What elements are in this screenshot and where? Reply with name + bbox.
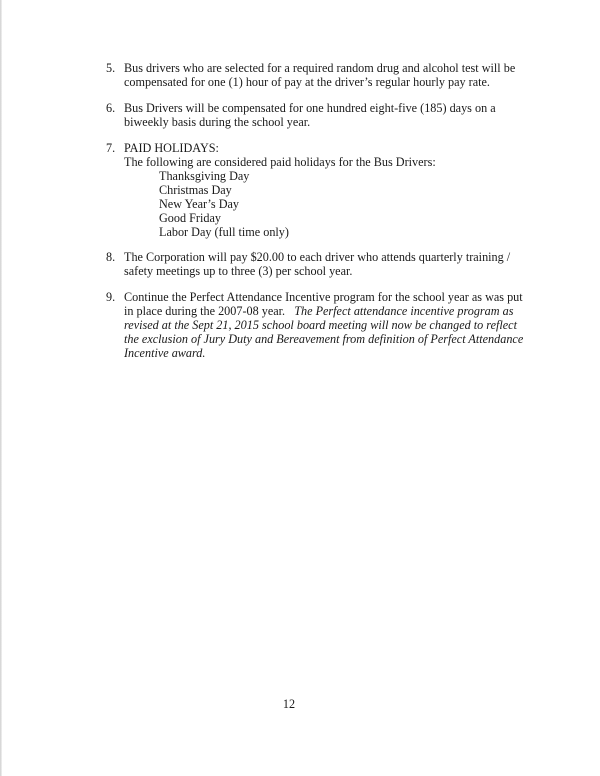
item-body <box>124 250 519 278</box>
page-edge <box>0 0 2 776</box>
item-text-line: Continue the Perfect Attendance Incentive program for the school year as was put <box>124 290 523 304</box>
italic-revision-text: The Perfect attendance incentive program as <box>294 304 514 318</box>
item-number: 8. <box>106 250 116 264</box>
italic-revision-text: Incentive award. <box>124 346 206 360</box>
item-body <box>124 101 519 129</box>
item-text-line: Bus drivers who are selected for a required random drug and alcohol test will be <box>124 61 516 75</box>
page-number: 12 <box>282 697 296 711</box>
item-number: 6. <box>106 101 116 115</box>
italic-revision-text: the exclusion of Jury Duty and Bereavement from definition of Perfect Attendance <box>124 332 524 346</box>
item-text-line: biweekly basis during the school year. <box>124 115 311 129</box>
item-body <box>124 290 524 360</box>
item-text-line: compensated for one (1) hour of pay at the driver’s regular hourly pay rate. <box>124 75 490 89</box>
list-item-5 <box>106 61 526 89</box>
item-text-line: safety meetings up to three (3) per school year. <box>124 264 353 278</box>
item-number: 5. <box>106 61 116 75</box>
holiday-item: New Year’s Day <box>159 197 239 211</box>
plain-text: in place during the 2007-08 year. <box>124 304 286 318</box>
item-number: 7. <box>106 141 116 155</box>
holiday-item: Thanksgiving Day <box>159 169 250 183</box>
item-body <box>124 141 519 239</box>
italic-revision-text: revised at the Sept 21, 2015 school board meeting will now be changed to reflect <box>124 318 517 332</box>
holiday-item: Labor Day (full time only) <box>159 225 289 239</box>
item-text-line: The Corporation will pay $20.00 to each driver who attends quarterly training / <box>124 250 511 264</box>
holiday-intro: The following are considered paid holidays for the Bus Drivers: <box>124 155 436 169</box>
list-item-8 <box>106 250 526 278</box>
item-number: 9. <box>106 290 116 304</box>
list-item-6 <box>106 101 526 129</box>
section-heading: PAID HOLIDAYS: <box>124 141 219 155</box>
holiday-list <box>159 169 519 239</box>
item-text-line <box>124 304 519 318</box>
list-item-9 <box>106 290 526 360</box>
holiday-item: Good Friday <box>159 211 221 225</box>
holiday-item: Christmas Day <box>159 183 232 197</box>
list-item-7-paid-holidays <box>106 141 526 239</box>
item-body <box>124 61 519 89</box>
item-text-line: Bus Drivers will be compensated for one hundred eight-five (185) days on a <box>124 101 496 115</box>
